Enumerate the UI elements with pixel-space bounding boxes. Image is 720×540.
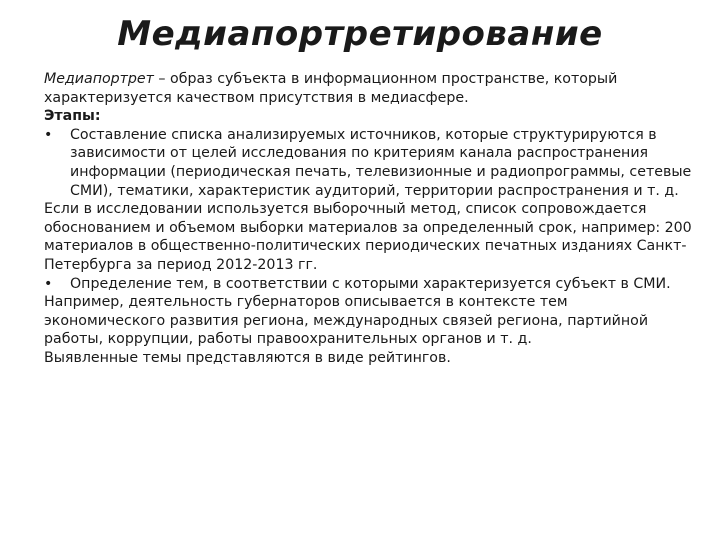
bullet-dot-icon: • — [44, 126, 53, 143]
slide-body — [44, 70, 692, 368]
stages-label: Этапы: — [44, 108, 101, 125]
bullet-item-2 — [44, 275, 692, 294]
example-paragraph: Например, деятельность губернаторов описывается в контексте тем экономического развития региона, международных связей региона, партийной работы, коррупции, работы правоохранительных органов и т. д. — [44, 294, 649, 348]
bullet-item-2-text: Определение тем, в соответствии с которыми характеризуется субъект в СМИ. — [70, 275, 671, 292]
slide-title: Медиапортретирование — [117, 14, 603, 54]
definition-text: – образ субъекта в информационном пространстве, который характеризуется качеством присутствия в медиасфере. — [44, 71, 618, 106]
definition-term: Медиапортрет — [44, 71, 154, 87]
bullet-item-1 — [44, 126, 692, 200]
sampling-paragraph: Если в исследовании используется выборочный метод, список сопровождается обоснованием и объемом выборки материалов за определенный срок, например: 200 материалов в общественно-политических периодических печатных изданиях Санкт-Петербурга за период 2012-2013 гг. — [44, 201, 692, 273]
bullet-item-1-text: Составление списка анализируемых источников, которые структурируются в зависимости от целей исследования по критериям канала распространения информации (периодическая печать, телевизионные и радиопрограммы, сетевые СМИ), тематики, характеристик аудиторий, территории распространения и т. д. — [70, 126, 692, 199]
bullet-dot-icon: • — [44, 275, 53, 292]
definition-paragraph — [44, 70, 692, 107]
ratings-paragraph: Выявленные темы представляются в виде рейтингов. — [44, 349, 451, 366]
